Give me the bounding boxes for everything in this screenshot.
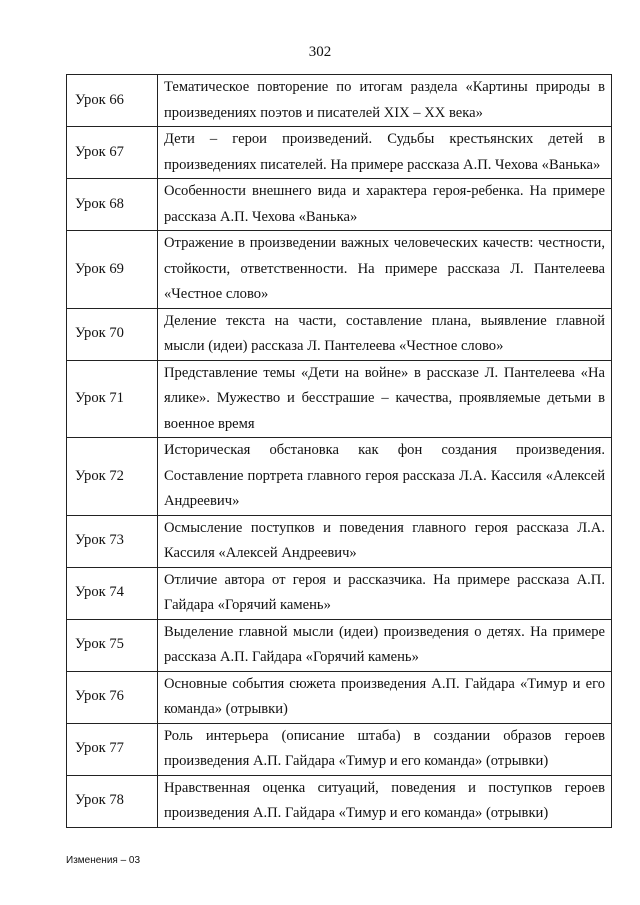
lesson-number: Урок 67 [67,127,158,179]
lesson-description: Тематическое повторение по итогам раздела «Картины природы в произведениях поэтов и писателей XIX – XX века» [158,75,612,127]
lesson-description: Дети – герои произведений. Судьбы крестьянских детей в произведениях писателей. На примере рассказа А.П. Чехова «Ванька» [158,127,612,179]
lesson-number: Урок 78 [67,775,158,827]
table-row [67,515,612,567]
lesson-number: Урок 77 [67,723,158,775]
lesson-description: Осмысление поступков и поведения главного героя рассказа Л.А. Кассиля «Алексей Андреевич» [158,515,612,567]
lesson-number: Урок 74 [67,567,158,619]
table-row [67,438,612,516]
lesson-description: Отражение в произведении важных человеческих качеств: честности, стойкости, ответственности. На примере рассказа Л. Пантелеева «Честное слово» [158,231,612,309]
lesson-number: Урок 69 [67,231,158,309]
lesson-description: Нравственная оценка ситуаций, поведения и поступков героев произведения А.П. Гайдара «Тимур и его команда» (отрывки) [158,775,612,827]
lesson-number: Урок 73 [67,515,158,567]
lesson-number: Урок 68 [67,179,158,231]
lesson-description: Выделение главной мысли (идеи) произведения о детях. На примере рассказа А.П. Гайдара «Горячий камень» [158,619,612,671]
table-row [67,179,612,231]
footer-revision-note: Изменения – 03 [66,855,141,866]
table-row [67,231,612,309]
lesson-table [66,74,612,828]
table-row [67,567,612,619]
lesson-description: Отличие автора от героя и рассказчика. На примере рассказа А.П. Гайдара «Горячий камень» [158,567,612,619]
table-row [67,671,612,723]
lesson-number: Урок 76 [67,671,158,723]
table-row [67,127,612,179]
lesson-description: Историческая обстановка как фон создания произведения. Составление портрета главного героя рассказа Л.А. Кассиля «Алексей Андреевич» [158,438,612,516]
table-row [67,619,612,671]
lesson-number: Урок 66 [67,75,158,127]
lesson-description: Основные события сюжета произведения А.П. Гайдара «Тимур и его команда» (отрывки) [158,671,612,723]
table-row [67,723,612,775]
lesson-number: Урок 75 [67,619,158,671]
lesson-description: Деление текста на части, составление плана, выявление главной мысли (идеи) рассказа Л. Пантелеева «Честное слово» [158,308,612,360]
lesson-number: Урок 70 [67,308,158,360]
lesson-description: Роль интерьера (описание штаба) в создании образов героев произведения А.П. Гайдара «Тимур и его команда» (отрывки) [158,723,612,775]
table-row [67,308,612,360]
table-row [67,75,612,127]
page-number: 302 [308,44,332,60]
lesson-description: Представление темы «Дети на войне» в рассказе Л. Пантелеева «На ялике». Мужество и бесстрашие – качества, проявляемые детьми в военное время [158,360,612,438]
table-row [67,775,612,827]
lesson-description: Особенности внешнего вида и характера героя-ребенка. На примере рассказа А.П. Чехова «Ванька» [158,179,612,231]
lesson-number: Урок 72 [67,438,158,516]
lesson-number: Урок 71 [67,360,158,438]
table-row [67,360,612,438]
